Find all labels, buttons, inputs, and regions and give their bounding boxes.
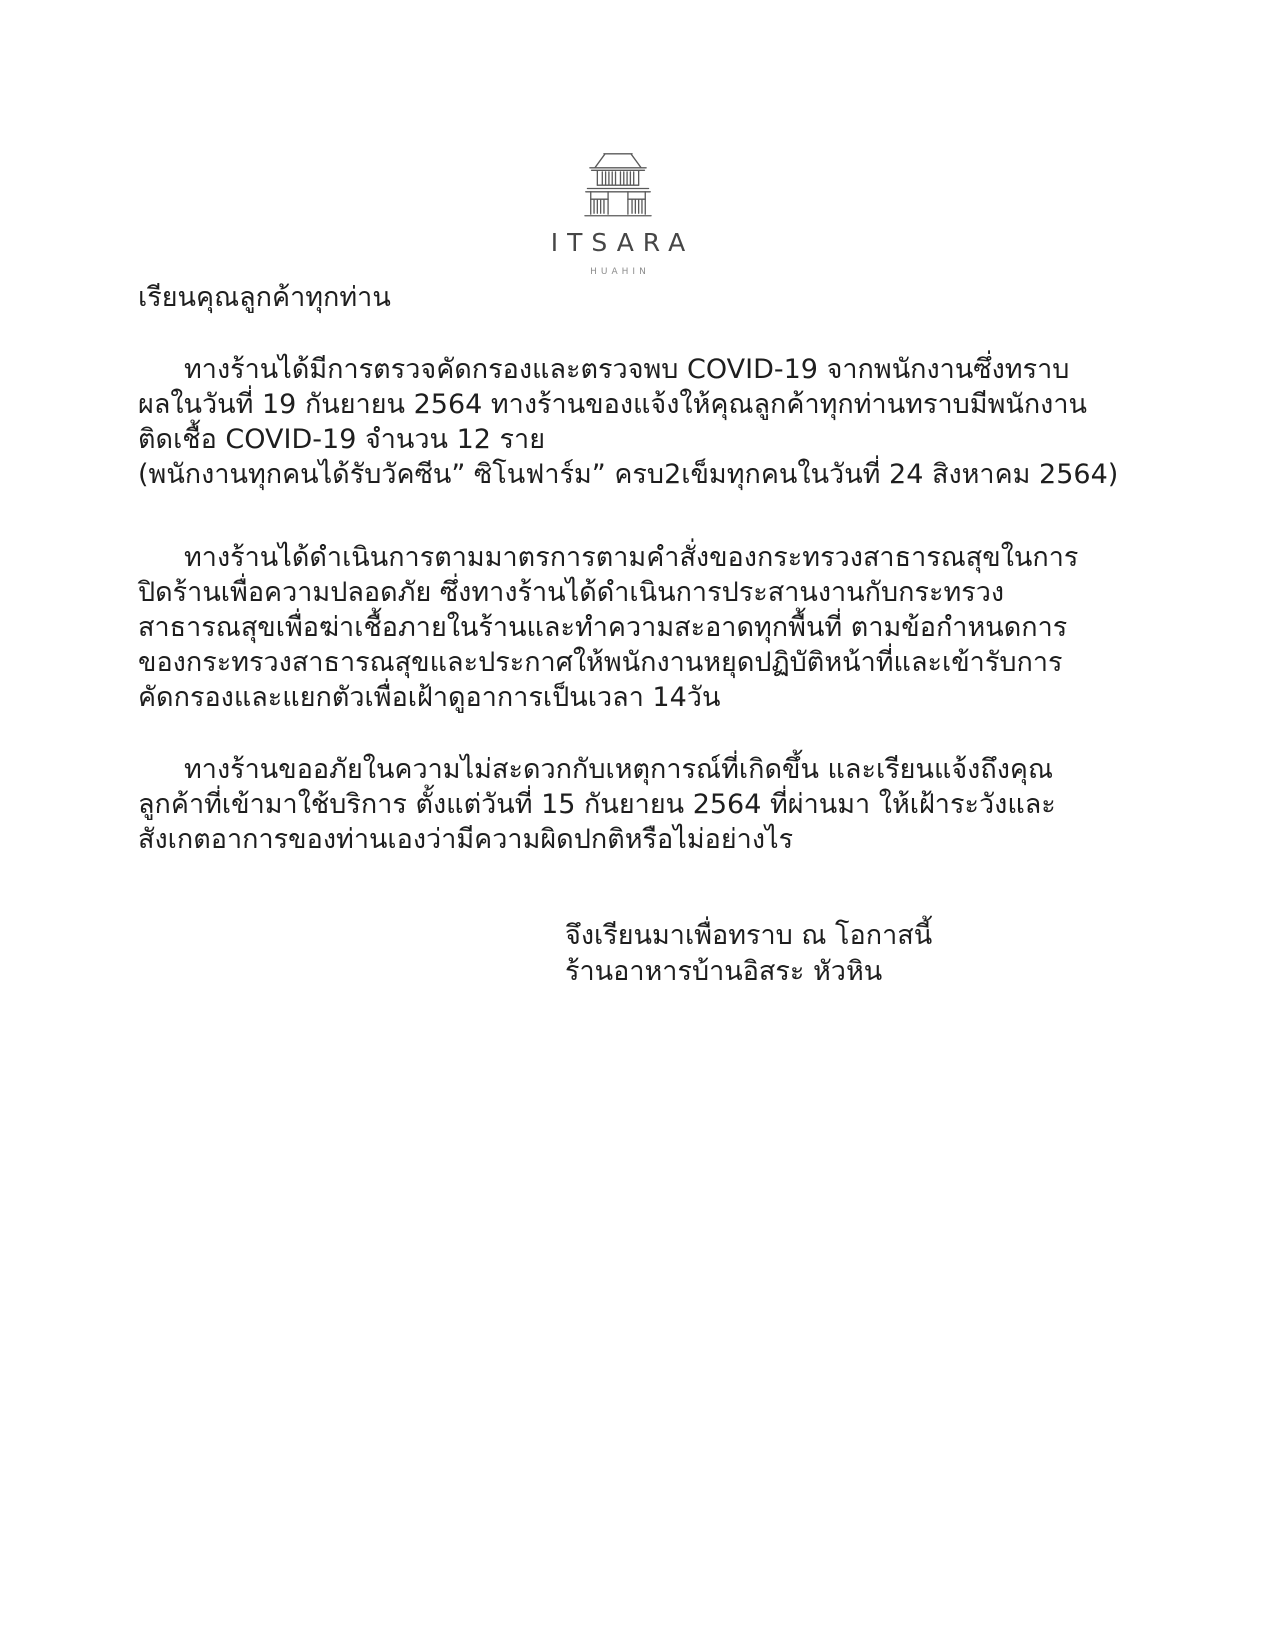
logo-subtitle: HUAHIN: [590, 267, 650, 277]
paragraph-1-line-3: ติดเชื้อ COVID-19 จำนวน 12 ราย: [138, 424, 546, 455]
paragraph-1-line-4: (พนักงานทุกคนได้รับวัคซีน” ซิโนฟาร์ม” ครบ2เข็มทุกคนในวันที่ 24 สิงหาคม 2564): [138, 459, 1119, 490]
salutation: เรียนคุณลูกค้าทุกท่าน: [138, 282, 391, 313]
closing-line-1: จึงเรียนมาเพื่อทราบ ณ โอกาสนี้: [565, 920, 933, 951]
paragraph-2-line-3: สาธารณสุขเพื่อฆ่าเชื้อภายในร้านและทำความสะอาดทุกพื้นที่ ตามข้อกำหนดการ: [138, 612, 1068, 643]
paragraph-2: [138, 540, 1088, 715]
paragraph-2-line-5: คัดกรองและแยกตัวเพื่อเฝ้าดูอาการเป็นเวลา 14วัน: [138, 682, 721, 713]
paragraph-1-line-2: ผลในวันที่ 19 กันยายน 2564 ทางร้านของแจ้งให้คุณลูกค้าทุกท่านทราบมีพนักงาน: [138, 389, 1087, 420]
paragraph-3-line-3: สังเกตอาการของท่านเองว่ามีความผิดปกติหรือไม่อย่างไร: [138, 824, 794, 855]
logo-name: ITSARA: [550, 228, 695, 257]
paragraph-3-line-2: ลูกค้าที่เข้ามาใช้บริการ ตั้งแต่วันที่ 15 กันยายน 2564 ที่ผ่านมา ให้เฝ้าระวังและ: [138, 789, 1056, 820]
paragraph-3: [138, 752, 1088, 857]
paragraph-1: [138, 352, 1119, 492]
paragraph-2-line-2: ปิดร้านเพื่อความปลอดภัย ซึ่งทางร้านได้ดำเนินการประสานงานกับกระทรวง: [138, 577, 1005, 608]
closing-block: [565, 918, 932, 990]
thai-pavilion-icon: [575, 148, 661, 224]
paragraph-2-line-4: ของกระทรวงสาธารณสุขและประกาศให้พนักงานหยุดปฏิบัติหน้าที่และเข้ารับการ: [138, 647, 1063, 678]
restaurant-logo: [540, 148, 696, 277]
closing-line-2: ร้านอาหารบ้านอิสระ หัวหิน: [565, 956, 883, 987]
paragraph-3-line-1: ทางร้านขออภัยในความไม่สะดวกกับเหตุการณ์ที่เกิดขึ้น และเรียนแจ้งถึงคุณ: [184, 754, 1054, 785]
paragraph-1-line-1: ทางร้านได้มีการตรวจคัดกรองและตรวจพบ COVID-19 จากพนักงานซึ่งทราบ: [184, 354, 1070, 385]
paragraph-2-line-1: ทางร้านได้ดำเนินการตามมาตรการตามคำสั่งของกระทรวงสาธารณสุขในการ: [184, 542, 1079, 573]
